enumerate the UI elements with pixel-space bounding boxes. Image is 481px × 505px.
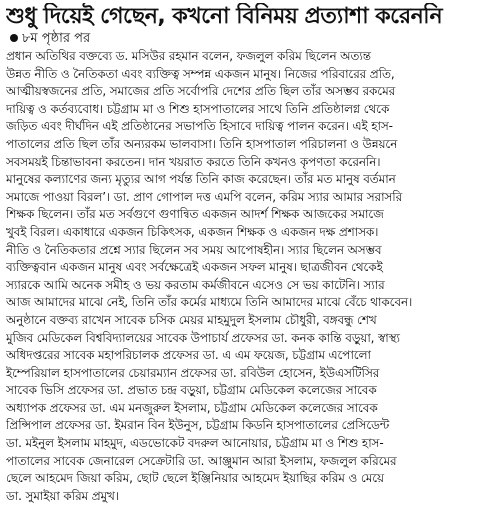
headline: শুধু দিয়েই গেছেন, কখনো বিনিময় প্রত্যাশা করেননি (6, 4, 443, 29)
body-line: ডা. মইনুল ইসলাম মাহমুদ, এডভোকেট বদরুল আনোয়ার, চট্টগ্রাম মা ও শিশু হাস- (6, 436, 384, 451)
body-line: দায়িত্ব ও কর্তব্যবোধ। চট্টগ্রাম মা ও শিশু হাসপাতালের সাথে তিনি প্রতিষ্ঠালগ্ন থেকে (6, 101, 390, 116)
bullet-icon (10, 34, 18, 42)
article-body (6, 48, 477, 505)
body-line: ব্যক্তিত্ববান একজন মানুষ এবং সর্বক্ষেত্রেই একজন সফল মানুষ। ছাত্রজীবন থেকেই (6, 260, 383, 275)
body-line: নীতি ও নৈতিকতার প্রশ্নে স্যার ছিলেন সব সময় আপোষহীন। স্যার ছিলেন অসম্ভব (6, 242, 382, 257)
body-line: ইম্পেরিয়াল হাসপাতালের চেয়ারম্যান প্রফেসর ডা. রবিউল হোসেন, ইউএসটিসির (6, 365, 380, 380)
body-line: সবসময়ই চিন্তাভাবনা করতেন। দান খয়রাত করতে তিনি কখনও কৃপণতা করেননি। (6, 154, 381, 169)
body-line: পাতালের প্রতি ছিল তাঁর অন্যরকম ভালবাসা। তিনি হাসপাতাল পরিচালনা ও উন্নয়নে (6, 136, 398, 151)
body-line: সাবেক ভিসি প্রফেসর ডা. প্রভাত চন্দ্র বড়ুয়া, চট্টগ্রাম মেডিকেল কলেজের সাবেক (6, 383, 377, 398)
body-line: পাতালের সাবেক জেনারেল সেক্রেটারি ডা. আঞ্জুমান আরা ইসলাম, ফজলুল করিমের (6, 453, 397, 468)
body-line: আজ আমাদের মাঝে নেই, তিনি তাঁর কর্মের মাধ্যমে তিনি আমাদের মাঝে বেঁচে থাকবেন। (6, 295, 413, 310)
continued-from-line (10, 30, 477, 47)
continued-from-label: ৮ম পৃষ্ঠার পর (22, 31, 91, 46)
body-line: অধ্যাপক প্রফেসর ডা. এম মনজুরুল ইসলাম, চট্টগ্রাম মেডিকেল কলেজের সাবেক (6, 400, 378, 415)
body-line: স্যারকে আমি অনেক সমীহ ও ভয় করতাম কর্মজীবনে এসেও সে ভয় কাটেনি। স্যার (6, 277, 385, 292)
body-line: সমাজে পাওয়া বিরল’। ডা. প্রাণ গোপাল দত্ত এমপি বলেন, করিম স্যার আমার সরাসরি (6, 189, 403, 204)
body-line: জড়িত এবং দীর্ঘদিন এই প্রতিষ্ঠানের সভাপতি হিসাবে দায়িত্ব পালন করেন। এই হাস- (6, 119, 393, 134)
body-line: আত্মীয়স্বজনের প্রতি, সমাজের প্রতি সর্বোপরি দেশের প্রতি ছিল তাঁর অসম্ভব রকমের (6, 84, 396, 99)
body-line: মানুষের কল্যাণের জন্য মৃত্যুর আগ পর্যন্ত তিনি কাজ করেছেন। তাঁর মত মানুষ বর্তমান (6, 172, 396, 187)
body-line: মুজিব মেডিকেল বিশ্ববিদ্যালয়ের সাবেক উপাচার্য প্রফেসর ডা. কনক কান্তি বড়ুয়া, স্বাস্থ্য (6, 330, 400, 345)
body-line: ছেলে আহমেদ জিয়া করিম, ছোট ছেলে ইঞ্জিনিয়ার আহমেদ ইয়াছির করিম ও মেয়ে (6, 471, 384, 486)
body-line: খুবই বিরল। একাধারে একজন চিকিৎসক, একজন শিক্ষক ও একজন দক্ষ প্রশাসক। (6, 224, 379, 239)
body-line: প্রিন্সিপাল প্রফেসর ডা. ইমরান বিন ইউনুস, চট্টগ্রাম কিডনি হাসপাতালের প্রেসিডেন্ট (6, 418, 390, 433)
body-line: প্রধান অতিথির বক্তব্যে ড. মসিউর রহমান বলেন, ফজলুল করিম ছিলেন অত্যন্ত (6, 49, 371, 63)
body-line: অধিদপ্তরের সাবেক মহাপরিচালক প্রফেসর ডা. এ এম ফয়েজ, চট্টগ্রাম এপোলো (6, 348, 371, 363)
body-line: শিক্ষক ছিলেন। তাঁর মত সর্বগুণে গুণান্বিত একজন আদর্শ শিক্ষক আজকের সমাজে (6, 207, 384, 222)
body-line: অনুষ্ঠানে বক্তব্য রাখেন সাবেক চসিক মেয়র মাহমুদুল ইসলাম চৌধুরী, বঙ্গবন্ধু শেখ (6, 312, 377, 327)
body-line: ডা. সুমাইয়া করিম প্রমুখ। (6, 488, 119, 503)
body-line: উন্নত নীতি ও নৈতিকতা এবং ব্যক্তিত্ব সম্পন্ন একজন মানুষ। নিজের পরিবারের প্রতি, (6, 66, 395, 81)
